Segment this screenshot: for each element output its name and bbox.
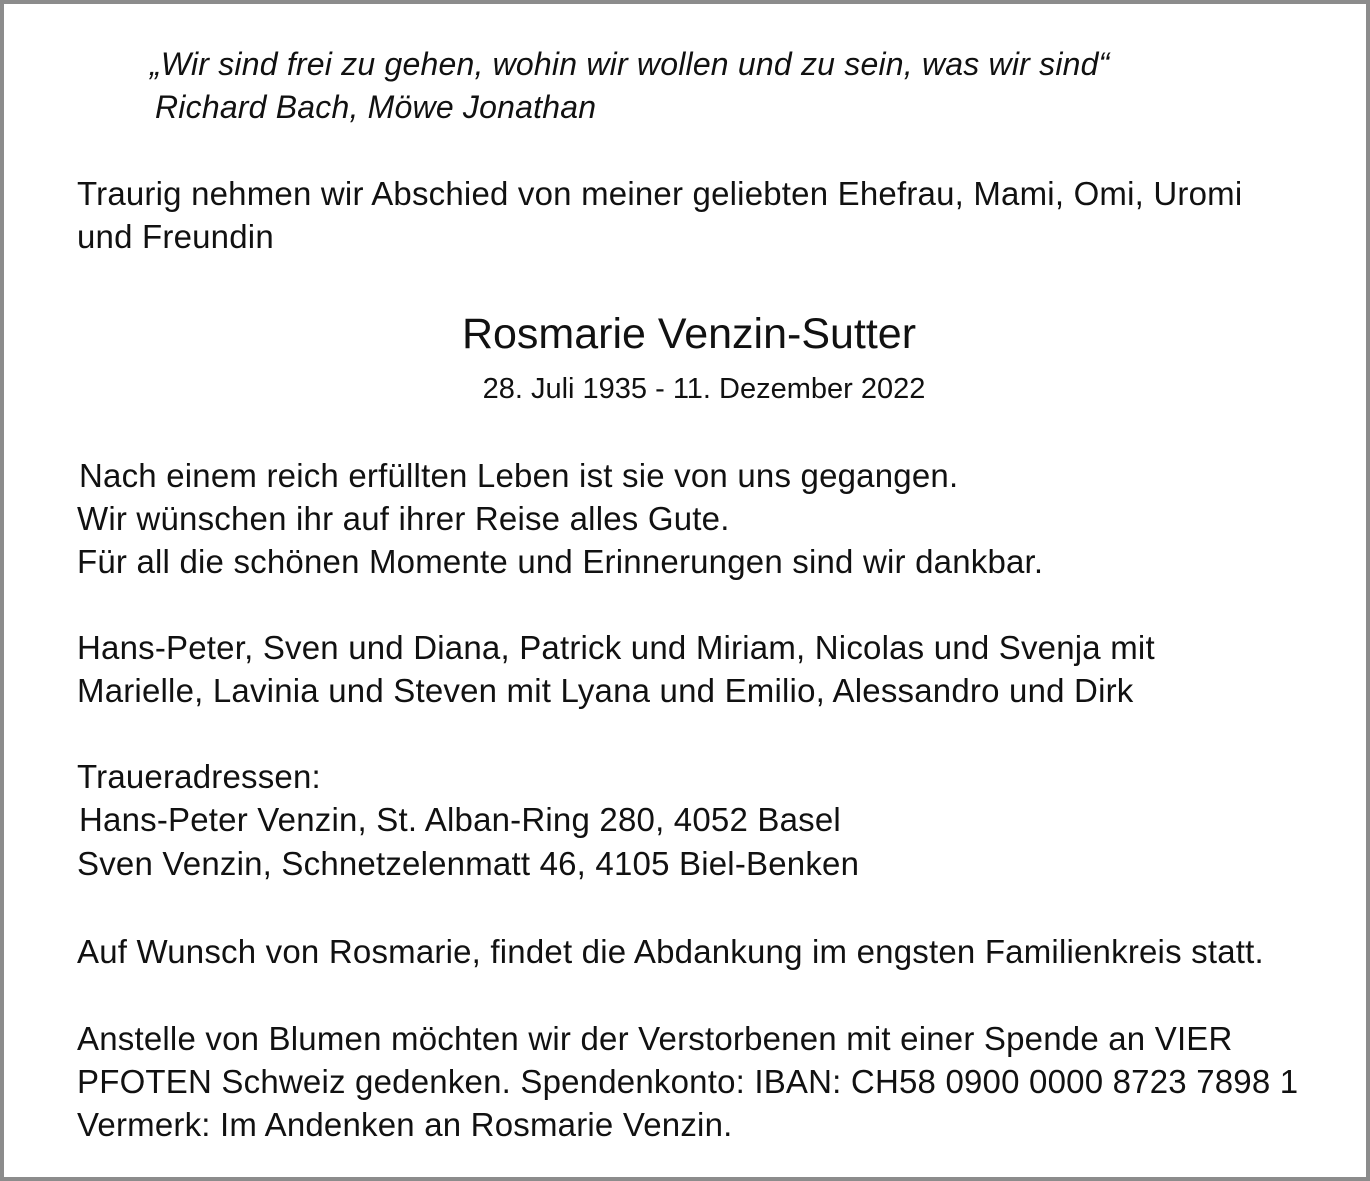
intro-line-2: und Freundin	[77, 218, 274, 255]
quote-text: „Wir sind frei zu gehen, wohin wir wollen und zu sein, was wir sind“	[150, 46, 1110, 82]
message-line-3: Für all die schönen Momente und Erinnerungen sind wir dankbar.	[77, 543, 1044, 580]
message-line-1: Nach einem reich erfüllten Leben ist sie von uns gegangen.	[79, 457, 959, 494]
family-line-1: Hans-Peter, Sven und Diana, Patrick und Miriam, Nicolas und Svenja mit	[77, 629, 1155, 666]
addresses-heading: Traueradressen:	[77, 758, 321, 795]
deceased-name: Rosmarie Venzin-Sutter	[461, 310, 917, 358]
address-2: Sven Venzin, Schnetzelenmatt 46, 4105 Biel-Benken	[77, 845, 860, 882]
address-1: Hans-Peter Venzin, St. Alban-Ring 280, 4052 Basel	[79, 801, 841, 838]
quote-author: Richard Bach, Möwe Jonathan	[155, 89, 597, 125]
donation-line-1: Anstelle von Blumen möchten wir der Verstorbenen mit einer Spende an VIER	[77, 1020, 1233, 1057]
ceremony-text: Auf Wunsch von Rosmarie, findet die Abdankung im engsten Familienkreis statt.	[77, 933, 1264, 970]
life-dates: 28. Juli 1935 - 11. Dezember 2022	[482, 373, 926, 405]
message-line-2: Wir wünschen ihr auf ihrer Reise alles Gute.	[77, 500, 730, 537]
donation-line-2: PFOTEN Schweiz gedenken. Spendenkonto: IBAN: CH58 0900 0000 8723 7898 1	[77, 1063, 1299, 1100]
intro-line-1: Traurig nehmen wir Abschied von meiner geliebten Ehefrau, Mami, Omi, Uromi	[77, 175, 1243, 212]
family-line-2: Marielle, Lavinia und Steven mit Lyana und Emilio, Alessandro und Dirk	[77, 672, 1134, 709]
donation-line-3: Vermerk: Im Andenken an Rosmarie Venzin.	[77, 1106, 733, 1143]
